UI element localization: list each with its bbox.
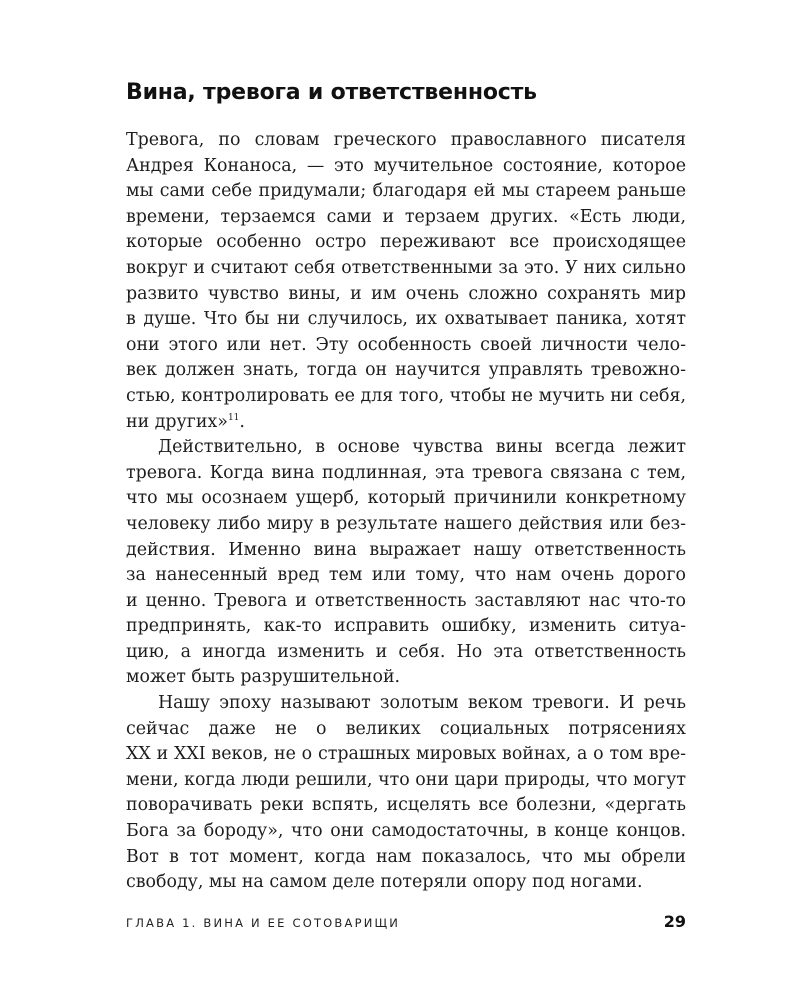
text-line: действия. Именно вина выражает нашу ответственность [126, 539, 686, 560]
text-line: мы сами себе придумали; благодаря ей мы стареем раньше [126, 181, 686, 202]
paragraph-1 [126, 128, 686, 435]
text-line: Бога за бороду», что они самодостаточны, в конце концов. [126, 821, 686, 842]
text-line: вокруг и считают себя ответственными за это. У них сильно [126, 257, 686, 278]
text-line: Действительно, в основе чувства вины всегда лежит [158, 437, 686, 458]
text-line: за нанесенный вред тем или тому, что нам очень дорого [126, 565, 686, 586]
text-line: они этого или нет. Эту особенность своей личности чело- [126, 334, 686, 355]
text-fragment: . [239, 411, 245, 432]
text-line: Нашу эпоху называют золотым веком тревоги. И речь [158, 693, 686, 714]
text-line: в душе. Что бы ни случилось, их охватывает паника, хотят [126, 309, 686, 330]
text-line: свободу, мы на самом деле потеряли опору под ногами. [126, 872, 643, 893]
paragraph-3 [126, 691, 686, 896]
text-line: времени, терзаемся сами и терзаем других. «Есть люди, [126, 206, 686, 227]
running-footer-chapter: ГЛАВА 1. ВИНА И ЕЕ СОТОВАРИЩИ [126, 916, 401, 930]
text-line: человеку либо миру в результате нашего действия или без- [126, 513, 686, 534]
text-line: стью, контролировать ее для того, чтобы не мучить ни себя, [126, 385, 686, 406]
text-line: сейчас даже не о великих социальных потрясениях [126, 718, 686, 739]
text-line: цию, а иногда изменить и себя. Но эта ответственность [126, 641, 686, 662]
paragraph-2 [126, 435, 686, 691]
text-line: может быть разрушительной. [126, 667, 401, 688]
page-footer [126, 912, 686, 936]
text-line: которые особенно остро переживают все происходящее [126, 232, 686, 253]
text-line: и ценно. Тревога и ответственность заставляют нас что-то [126, 590, 686, 611]
text-line-last [126, 410, 686, 436]
text-line: Тревога, по словам греческого православного писателя [126, 130, 686, 150]
text-line: тревога. Когда вина подлинная, эта тревога связана с тем, [126, 462, 686, 483]
text-line: Вот в тот момент, когда нам показалось, что мы обрели [126, 846, 686, 867]
page-number: 29 [663, 912, 686, 931]
text-line: предпринять, как-то исправить ошибку, изменить ситуа- [126, 616, 686, 637]
text-fragment: ни других» [126, 411, 228, 432]
text-line: мени, когда люди решили, что они цари природы, что могут [126, 769, 686, 790]
text-line: Андрея Конаноса, — это мучительное состояние, которое [126, 155, 686, 176]
text-line: XX и XXI веков, не о страшных мировых войнах, а о том вре- [126, 744, 686, 765]
text-line: развито чувство вины, и им очень сложно сохранять мир [126, 283, 686, 304]
text-line: что мы осознаем ущерб, который причинили конкретному [126, 488, 686, 509]
text-line: поворачивать реки вспять, исцелять все болезни, «дергать [126, 795, 686, 816]
text-line: век должен знать, тогда он научится управлять тревожно- [126, 360, 686, 381]
body-text [126, 128, 686, 896]
footnote-ref: 11 [227, 412, 240, 423]
section-heading: Вина, тревога и ответственность [126, 80, 537, 105]
